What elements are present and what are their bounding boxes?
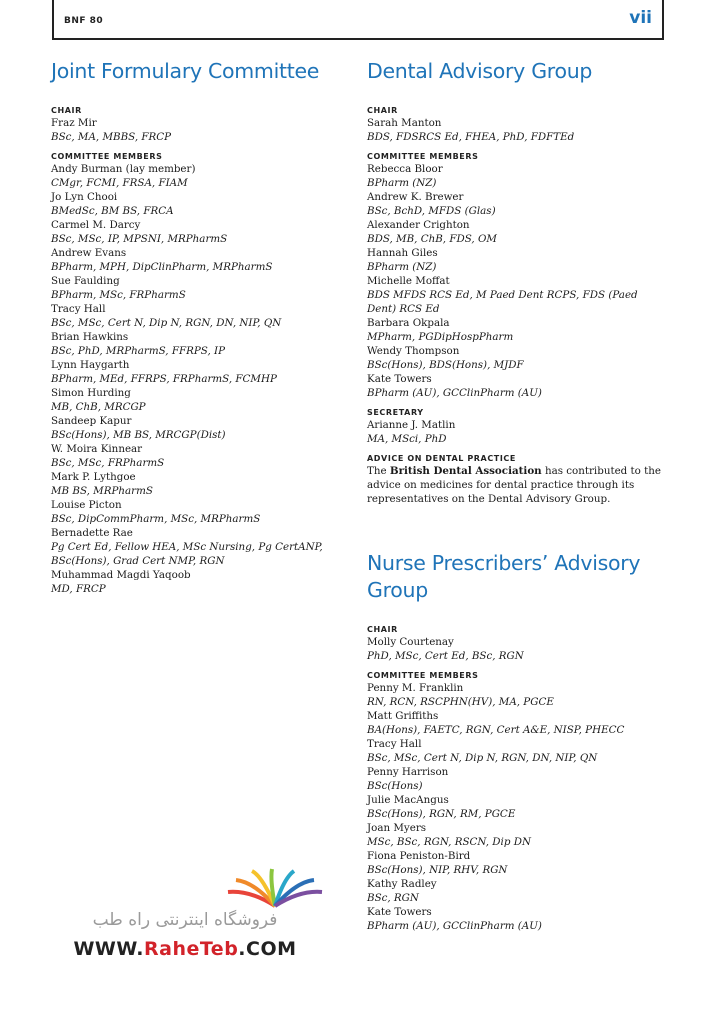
person-name: Alexander Crighton [367,219,470,231]
person-quals: BPharm, MPH, DipClinPharm, MRPharmS [51,261,273,273]
list-item [51,162,347,190]
list-item [367,246,667,274]
person-name: Arianne J. Matlin [367,419,456,431]
advice-text-pre: The [367,465,390,477]
person-quals: BPharm (NZ) [367,261,437,273]
person-name: W. Moira Kinnear [51,443,143,455]
person-name: Sandeep Kapur [51,415,132,427]
person-quals: MB BS, MRPharmS [51,485,153,497]
person-quals: BA(Hons), FAETC, RGN, Cert A&E, NISP, PHECC [367,724,625,736]
person-name: Michelle Moffat [367,275,450,287]
list-item [367,681,667,709]
list-item [367,218,667,246]
person-name: Kate Towers [367,373,432,385]
list-item [367,162,667,190]
person-quals: BSc(Hons) [367,780,423,792]
list-item [367,372,667,400]
chair-label: CHAIR [367,106,398,115]
url-post: .COM [238,938,297,960]
list-item [367,765,667,793]
secretary-entry [367,418,667,446]
url-brand: RaheTeb [144,938,239,960]
person-quals: BSc, DipCommPharm, MSc, MRPharmS [51,513,261,525]
list-item [367,793,667,821]
member-list [367,681,667,933]
advice-paragraph [367,464,667,506]
person-quals: BSc, MSc, FRPharmS [51,457,165,469]
advice-text-post: has contributed to the advice on medicines for dental practice through its representatives on the Dental Advisory Group. [367,465,662,505]
person-name: Simon Hurding [51,387,131,399]
secretary-label: SECRETARY [367,408,424,417]
person-name: Carmel M. Darcy [51,219,141,231]
chair-entry [367,635,667,663]
person-quals: BPharm, MSc, FRPharmS [51,289,186,301]
person-name: Tracy Hall [51,303,106,315]
list-item [367,877,667,905]
person-name: Andy Burman (lay member) [51,163,196,175]
person-quals: MD, FRCP [51,583,106,595]
running-head: BNF 80 [64,16,104,26]
person-quals: MA, MSci, PhD [367,433,447,445]
person-name: Wendy Thompson [367,345,460,357]
person-name: Joan Myers [367,822,427,834]
person-quals: BSc(Hons), BDS(Hons), MJDF [367,359,524,371]
left-column [51,58,347,596]
person-quals: CMgr, FCMI, FRSA, FIAM [51,177,188,189]
person-quals: BSc, MSc, Cert N, Dip N, RGN, DN, NIP, QN [51,317,282,329]
person-name: Julie MacAngus [367,794,449,806]
member-list [367,162,667,400]
person-quals: MB, ChB, MRCGP [51,401,146,413]
person-name: Kathy Radley [367,878,437,890]
list-item [367,709,667,737]
person-name: Muhammad Magdi Yaqoob [51,569,191,581]
advice-label: ADVICE ON DENTAL PRACTICE [367,454,516,463]
person-name: Molly Courtenay [367,636,454,648]
person-name: Andrew K. Brewer [367,191,464,203]
person-name: Penny M. Franklin [367,682,464,694]
person-name: Tracy Hall [367,738,422,750]
person-quals: BSc, MA, MBBS, FRCP [51,131,172,143]
list-item [367,316,667,344]
person-quals: BSc(Hons), MB BS, MRCGP(Dist) [51,429,226,441]
person-quals: BSc, BchD, MFDS (Glas) [367,205,496,217]
person-quals: BPharm (NZ) [367,177,437,189]
book-fan-icon [220,868,330,908]
person-quals: MSc, BSc, RGN, RSCN, Dip DN [367,836,531,848]
list-item [51,442,347,470]
person-name: Mark P. Lythgoe [51,471,136,483]
person-quals: Pg Cert Ed, Fellow HEA, MSc Nursing, Pg CertANP, BSc(Hons), Grad Cert NMP, RGN [51,541,323,567]
list-item [51,414,347,442]
watermark-persian-text: فروشگاه اینترنتی راه طب [92,910,278,930]
member-list [51,162,347,596]
person-name: Sarah Manton [367,117,442,129]
list-item [367,849,667,877]
person-name: Bernadette Rae [51,527,133,539]
person-quals: BSc, RGN [367,892,419,904]
list-item [51,274,347,302]
members-label: COMMITTEE MEMBERS [51,152,163,161]
list-item [51,218,347,246]
list-item [51,498,347,526]
page-header [52,0,664,40]
person-quals: MPharm, PGDipHospPharm [367,331,514,343]
person-quals: BDS MFDS RCS Ed, M Paed Dent RCPS, FDS (Paed Dent) RCS Ed [367,289,638,315]
page-number: vii [629,8,652,28]
person-name: Kate Towers [367,906,432,918]
section-title-dag: Dental Advisory Group [367,59,593,83]
title-line-1: Nurse Prescribers’ Advisory [367,551,641,575]
list-item [51,568,347,596]
person-name: Penny Harrison [367,766,449,778]
chair-label: CHAIR [51,106,82,115]
chair-label: CHAIR [367,625,398,634]
person-name: Lynn Haygarth [51,359,130,371]
person-name: Matt Griffiths [367,710,439,722]
section-title-npag [367,550,667,604]
person-quals: BSc(Hons), NIP, RHV, RGN [367,864,508,876]
person-name: Rebecca Bloor [367,163,443,175]
person-quals: BPharm, MEd, FFRPS, FRPharmS, FCMHP [51,373,277,385]
person-quals: PhD, MSc, Cert Ed, BSc, RGN [367,650,524,662]
person-quals: BDS, FDSRCS Ed, FHEA, PhD, FDFTEd [367,131,575,143]
person-quals: BSc(Hons), RGN, RM, PGCE [367,808,516,820]
person-quals: BPharm (AU), GCClinPharm (AU) [367,387,542,399]
person-name: Fiona Peniston-Bird [367,850,471,862]
list-item [51,358,347,386]
list-item [51,190,347,218]
section-title-jfc: Joint Formulary Committee [51,59,320,83]
person-name: Jo Lyn Chooi [51,191,118,203]
person-name: Louise Picton [51,499,122,511]
person-quals: RN, RCN, RSCPHN(HV), MA, PGCE [367,696,554,708]
list-item [51,330,347,358]
person-name: Andrew Evans [51,247,127,259]
person-name: Fraz Mir [51,117,97,129]
person-name: Brian Hawkins [51,331,129,343]
list-item [51,386,347,414]
person-quals: BSc, MSc, IP, MPSNI, MRPharmS [51,233,228,245]
bda-name: British Dental Association [389,465,542,477]
members-label: COMMITTEE MEMBERS [367,671,479,680]
list-item [51,302,347,330]
list-item [367,737,667,765]
list-item [367,821,667,849]
list-item [367,190,667,218]
watermark-logo [60,868,310,968]
list-item [367,344,667,372]
title-line-2: Group [367,578,428,602]
watermark-url [60,938,310,960]
list-item [51,470,347,498]
list-item [51,526,347,568]
chair-entry [51,116,347,144]
list-item [367,905,667,933]
url-pre: WWW. [73,938,144,960]
list-item [367,274,667,316]
person-quals: BPharm (AU), GCClinPharm (AU) [367,920,542,932]
person-quals: BSc, PhD, MRPharmS, FFRPS, IP [51,345,226,357]
person-name: Barbara Okpala [367,317,450,329]
right-column [367,58,667,933]
person-name: Sue Faulding [51,275,120,287]
chair-entry [367,116,667,144]
person-quals: BMedSc, BM BS, FRCA [51,205,174,217]
list-item [51,246,347,274]
members-label: COMMITTEE MEMBERS [367,152,479,161]
person-quals: BDS, MB, ChB, FDS, OM [367,233,497,245]
person-name: Hannah Giles [367,247,438,259]
person-quals: BSc, MSc, Cert N, Dip N, RGN, DN, NIP, QN [367,752,598,764]
